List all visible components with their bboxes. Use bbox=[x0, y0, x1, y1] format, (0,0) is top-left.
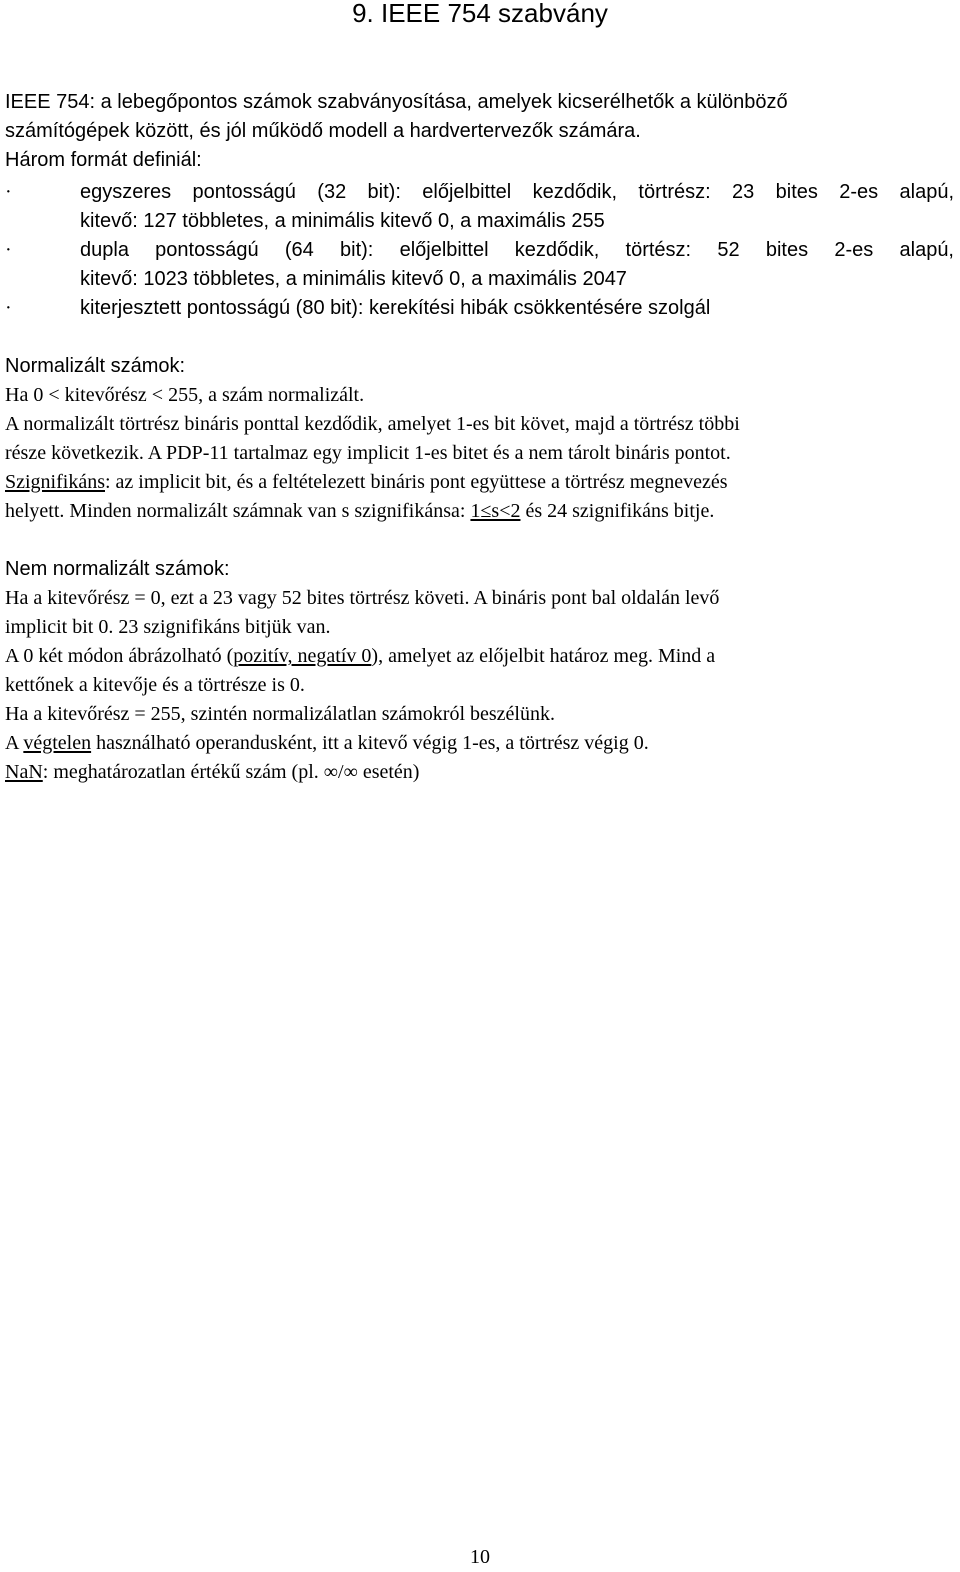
denormalized-line-6-pre: A bbox=[5, 732, 24, 754]
normalized-heading: Normalizált számok: bbox=[5, 355, 186, 377]
denormalized-line-3-post: ), amelyet az előjelbit határoz meg. Mind a bbox=[371, 645, 716, 667]
denormalized-heading: Nem normalizált számok: bbox=[5, 558, 230, 580]
significand-term: Szignifikáns bbox=[5, 471, 105, 493]
bullet-icon: · bbox=[5, 181, 12, 203]
denormalized-line-5: Ha a kitevőrész = 255, szintén normalizálatlan számokról beszélünk. bbox=[5, 703, 555, 725]
bullet-icon: · bbox=[5, 239, 12, 261]
denormalized-line-3 bbox=[5, 643, 715, 669]
denormalized-line-1: Ha a kitevőrész = 0, ezt a 23 vagy 52 bites törtrész követi. A bináris pont bal oldalán levő bbox=[5, 587, 720, 609]
format-extended-line-1: kiterjesztett pontosságú (80 bit): kerekítési hibák csökkentésére szolgál bbox=[80, 297, 711, 319]
intro-line-1: IEEE 754: a lebegőpontos számok szabványosítása, amelyek kicserélhetők a különböző bbox=[5, 91, 788, 113]
intro-line-2: számítógépek között, és jól működő modell a hardvertervezők számára. bbox=[5, 120, 641, 142]
denormalized-line-6-post: használható operandusként, itt a kitevő végig 1-es, a törtrész végig 0. bbox=[91, 732, 649, 754]
format-single-line-1: egyszeres pontosságú (32 bit): előjelbittel kezdődik, törtrész: 23 bites 2-es alapú, bbox=[80, 181, 954, 203]
normalized-line-4 bbox=[5, 469, 728, 495]
normalized-line-3: része következik. A PDP-11 tartalmaz egy implicit 1-es bitet és a nem tárolt bináris pontot. bbox=[5, 442, 731, 464]
bullet-icon: · bbox=[5, 297, 12, 319]
denormalized-line-3-pre: A 0 két módon ábrázolható ( bbox=[5, 645, 234, 667]
significand-range: 1≤s<2 bbox=[470, 500, 521, 522]
normalized-line-5-pre: helyett. Minden normalizált számnak van s szignifikánsa: bbox=[5, 500, 471, 522]
page-number: 10 bbox=[470, 1546, 490, 1568]
denormalized-line-6 bbox=[5, 730, 649, 756]
denormalized-line-2: implicit bit 0. 23 szignifikáns bitjük van. bbox=[5, 616, 331, 638]
normalized-line-5 bbox=[5, 498, 714, 524]
significand-definition: : az implicit bit, és a feltételezett bináris pont együttese a törtrész megnevezés bbox=[105, 471, 728, 493]
formats-heading: Három formát definiál: bbox=[5, 149, 202, 171]
format-single-line-2: kitevő: 127 többletes, a minimális kitevő 0, a maximális 255 bbox=[80, 210, 605, 232]
infinity-term: végtelen bbox=[23, 732, 92, 754]
page-title: 9. IEEE 754 szabvány bbox=[352, 0, 608, 28]
normalized-line-5-post: és 24 szignifikáns bitje. bbox=[520, 500, 715, 522]
normalized-line-2: A normalizált törtrész bináris ponttal kezdődik, amelyet 1-es bit követ, majd a törtrész többi bbox=[5, 413, 740, 435]
denormalized-line-4: kettőnek a kitevője és a törtrésze is 0. bbox=[5, 674, 305, 696]
nan-term: NaN bbox=[5, 761, 43, 783]
normalized-line-1: Ha 0 < kitevőrész < 255, a szám normalizált. bbox=[5, 384, 365, 406]
format-double-line-2: kitevő: 1023 többletes, a minimális kitevő 0, a maximális 2047 bbox=[80, 268, 627, 290]
nan-definition: : meghatározatlan értékű szám (pl. ∞/∞ esetén) bbox=[42, 761, 420, 783]
format-double-line-1: dupla pontosságú (64 bit): előjelbittel kezdődik, törtész: 52 bites 2-es alapú, bbox=[80, 239, 954, 261]
denormalized-line-7 bbox=[5, 759, 419, 785]
signed-zero-term: pozitív, negatív 0 bbox=[233, 645, 372, 667]
